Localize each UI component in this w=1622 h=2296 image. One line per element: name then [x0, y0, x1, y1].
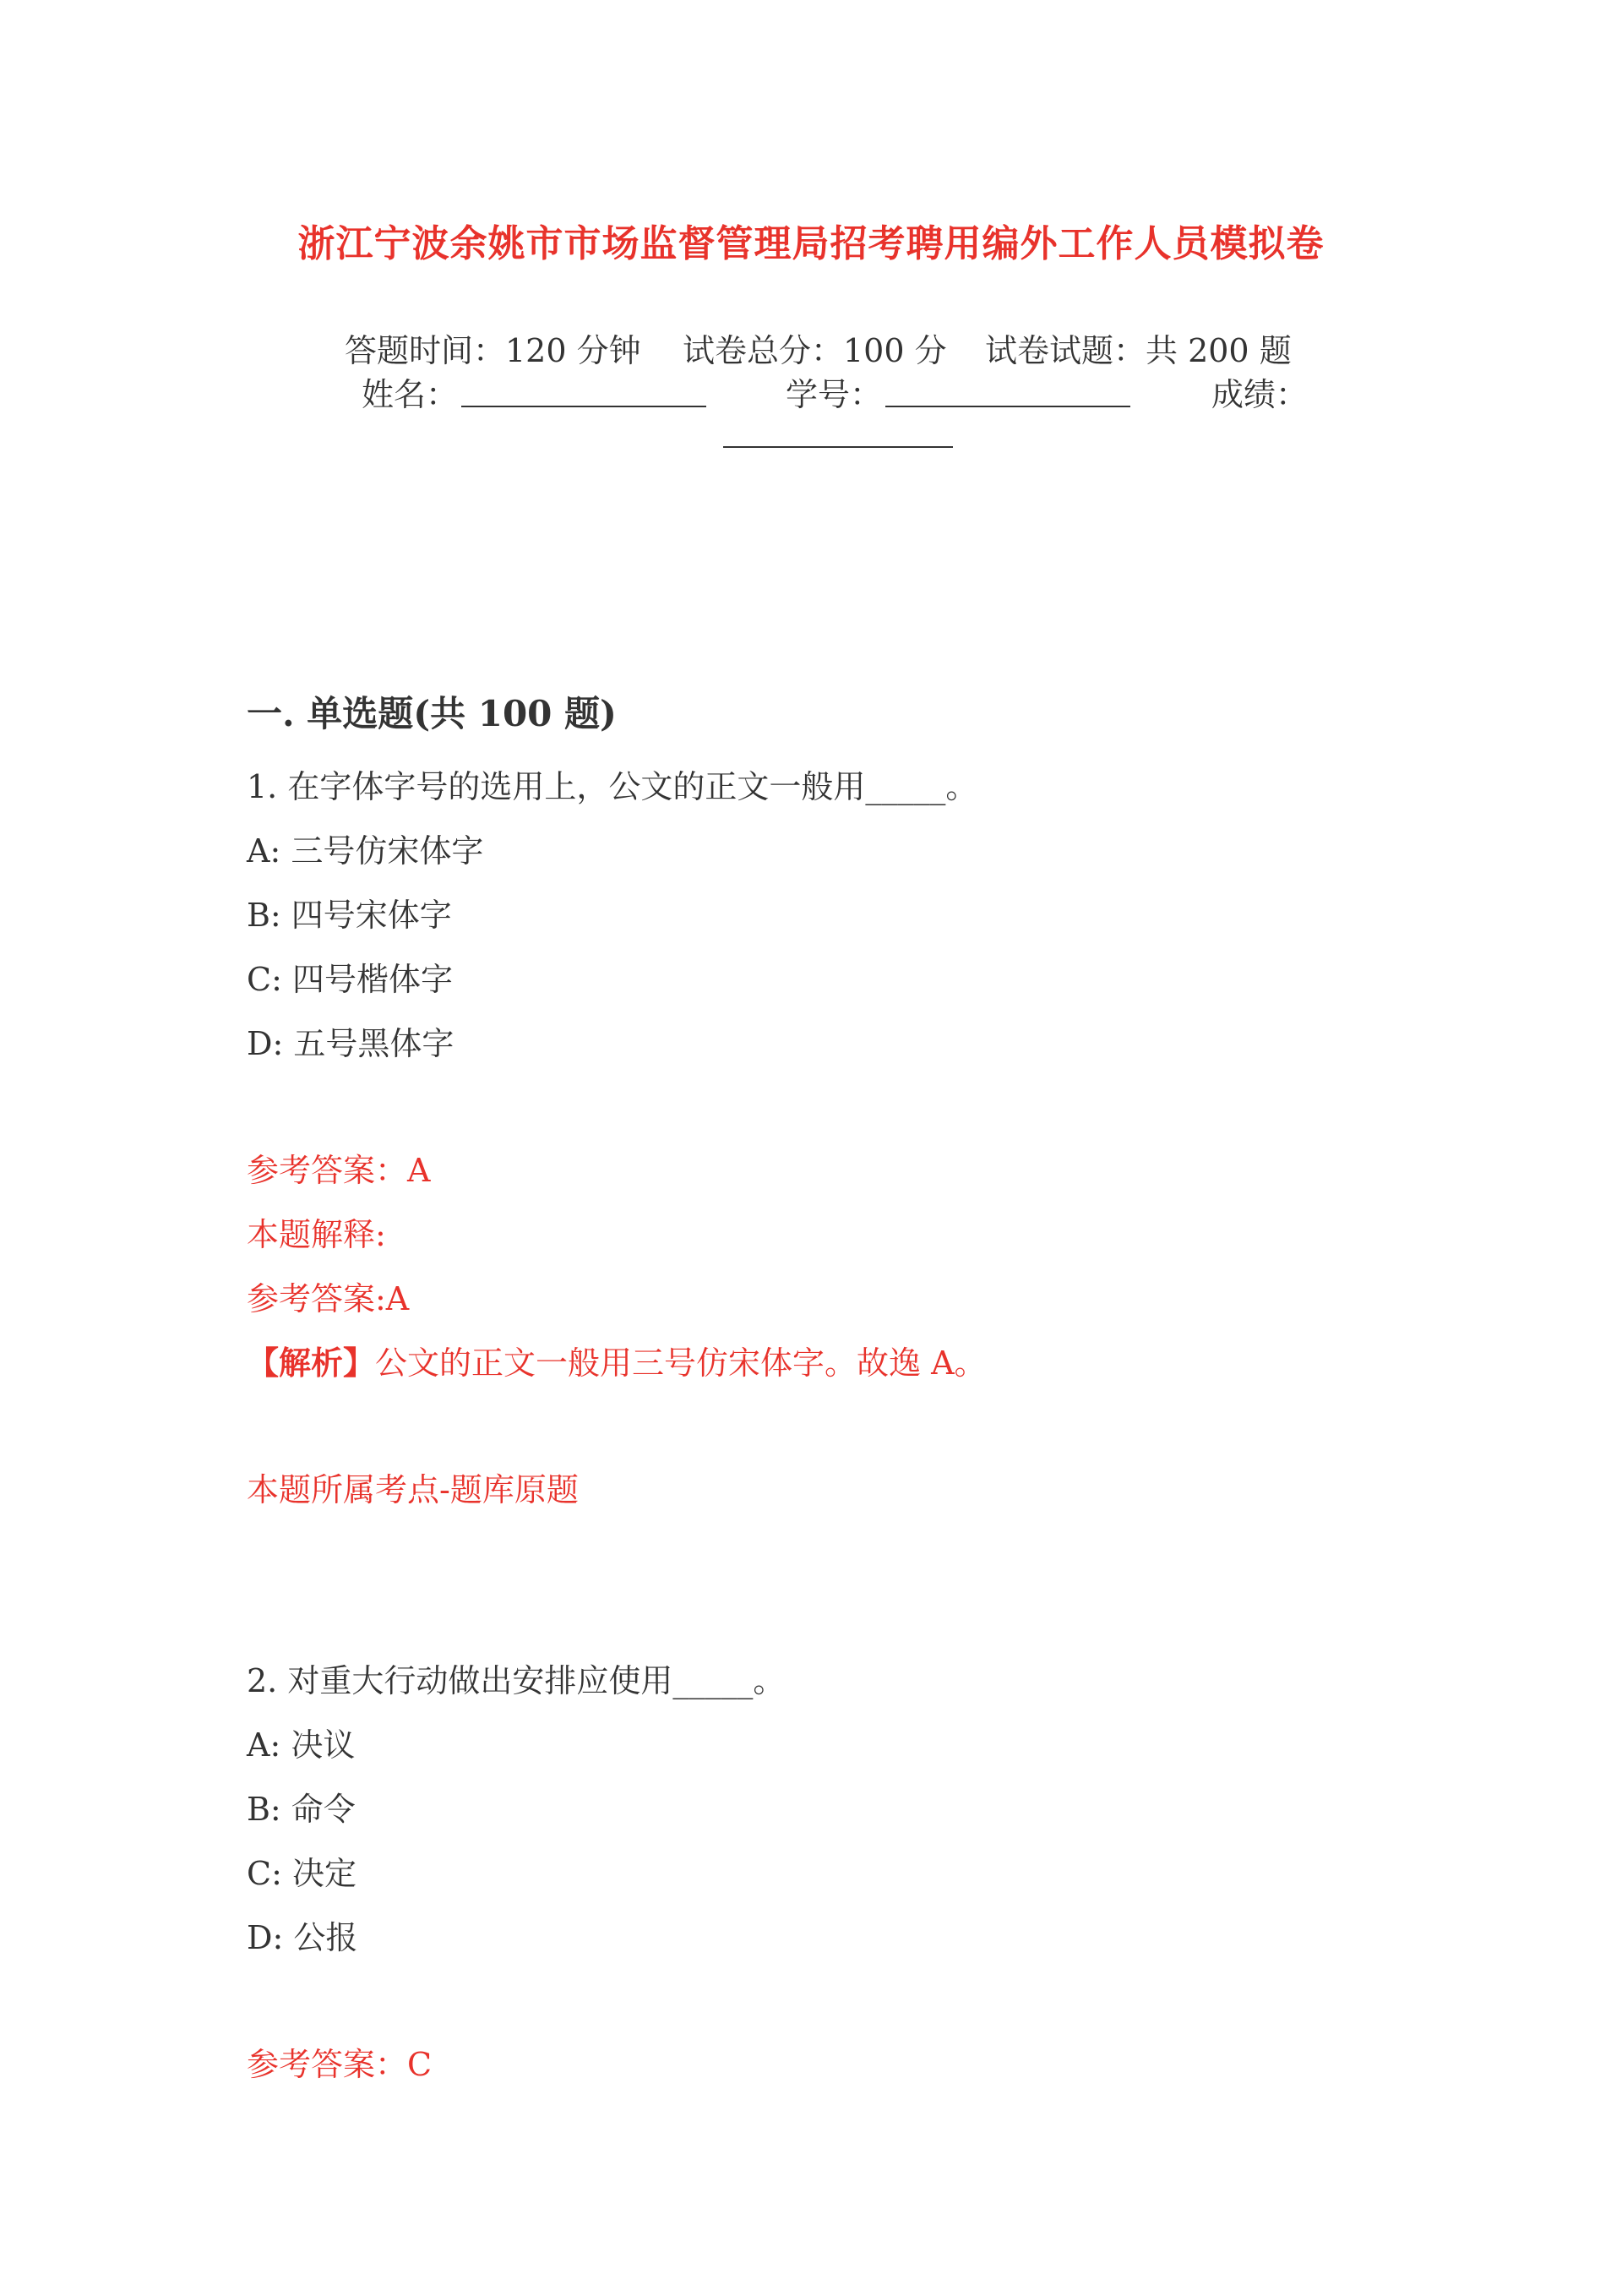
analysis-line: [247, 1337, 987, 1383]
document-title: 浙江宁波余姚市市场监督管理局招考聘用编外工作人员模拟卷: [297, 222, 1325, 265]
result-blank: [723, 446, 953, 448]
name-blank: [461, 406, 706, 407]
count-label: 试卷试题：共 200 题: [985, 332, 1292, 369]
option-c: C: 四号楷体字: [247, 961, 453, 998]
question-stem: 2. 对重大行动做出安排应使用_____。: [247, 1662, 786, 1699]
reference-answer: 参考答案：A: [247, 1152, 431, 1189]
option-b: B: 命令: [247, 1791, 356, 1828]
id-blank: [885, 406, 1130, 407]
reference-answer-2: 参考答案:A: [247, 1280, 410, 1317]
option-c: C: 决定: [247, 1855, 357, 1892]
option-d: D: 公报: [247, 1919, 358, 1956]
reference-answer: 参考答案：C: [247, 2046, 433, 2083]
option-b: B: 四号宋体字: [247, 897, 452, 934]
analysis-text: 公文的正文一般用三号仿宋体字。故逸 A。: [375, 1344, 987, 1382]
score-label: 试卷总分：100 分: [683, 332, 947, 369]
analysis-bracket: 【解析】: [247, 1344, 376, 1382]
option-d: D: 五号黑体字: [247, 1025, 454, 1062]
option-a: A: 三号仿宋体字: [247, 832, 484, 870]
name-label: 姓名：: [362, 376, 459, 413]
id-label: 学号：: [786, 376, 883, 413]
section-title: 一. 单选题(共 100 题): [247, 693, 617, 734]
time-label: 答题时间：120 分钟: [345, 332, 641, 369]
question-stem: 1. 在字体字号的选用上，公文的正文一般用_____。: [247, 768, 978, 805]
knowledge-point: 本题所属考点-题库原题: [247, 1471, 579, 1508]
option-a: A: 决议: [247, 1726, 356, 1764]
result-label: 成绩：: [1211, 376, 1309, 413]
explanation-title: 本题解释:: [247, 1216, 386, 1253]
